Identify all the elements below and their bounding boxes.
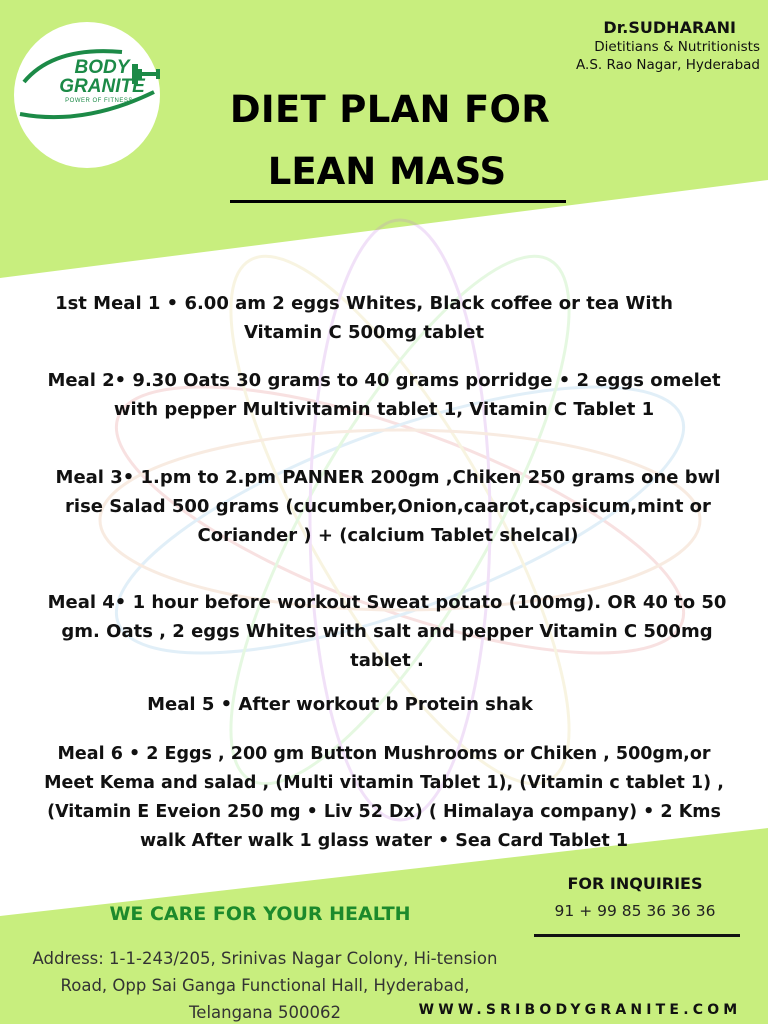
address-line-3: Telangana 500062 [189, 1003, 341, 1022]
meal-5 [60, 690, 620, 719]
meal-4-line-3: tablet . [350, 650, 424, 671]
meal-1-line-2: Vitamin C 500mg tablet [243, 322, 485, 343]
brand-logo [14, 22, 160, 168]
footer-slogan: WE CARE FOR YOUR HEALTH [109, 903, 411, 925]
meal-3-line-2: rise Salad 500 grams (cucumber,Onion,caarot,capsicum,mint or [65, 496, 711, 517]
inquiry-underline [534, 934, 740, 937]
meal-4-line-2: gm. Oats , 2 eggs Whites with salt and pepper Vitamin C 500mg [61, 621, 713, 642]
meal-6-line-4: walk After walk 1 glass water • Sea Card Tablet 1 [139, 831, 629, 851]
inquiry-phone[interactable]: 91 + 99 85 36 36 36 [554, 902, 716, 920]
meal-6-line-3: (Vitamin E Eveion 250 mg • Liv 52 Dx) ( Himalaya company) • 2 Kms [47, 802, 721, 822]
meal-4 [14, 588, 760, 675]
address-line-1: Address: 1-1-243/205, Srinivas Nagar Colony, Hi-tension [32, 949, 498, 968]
meal-2-line-2: with pepper Multivitamin tablet 1, Vitamin C Tablet 1 [113, 399, 655, 420]
logo-line-1: BODY [74, 57, 130, 78]
logo-wordmark [42, 58, 162, 96]
meal-4-line-1: Meal 4• 1 hour before workout Sweat potato (100mg). OR 40 to 50 [47, 592, 727, 613]
meal-6-line-1: Meal 6 • 2 Eggs , 200 gm Button Mushrooms or Chiken , 500gm,or [57, 744, 711, 764]
meal-1-line-1: 1st Meal 1 • 6.00 am 2 eggs Whites, Black coffee or tea With [55, 293, 673, 314]
page-title-line-2: LEAN MASS [267, 150, 507, 193]
meal-6 [6, 740, 762, 856]
meal-3 [18, 463, 758, 550]
logo-line-2: GRANITE [59, 76, 145, 97]
meal-6-line-2: Meet Kema and salad , (Multi vitamin Tablet 1), (Vitamin c tablet 1) , [44, 773, 724, 793]
doctor-name: Dr.SUDHARANI [603, 18, 736, 37]
meal-3-line-3: Coriander ) + (calcium Tablet shelcal) [197, 525, 579, 546]
doctor-role: Dietitians & Nutritionists [594, 39, 760, 55]
page-title-line-1: DIET PLAN FOR [229, 88, 551, 131]
doctor-info [576, 18, 760, 73]
meal-3-line-1: Meal 3• 1.pm to 2.pm PANNER 200gm ,Chiken 250 grams one bwl [55, 467, 721, 488]
website-link[interactable]: WWW.SRIBODYGRANITE.COM [418, 1002, 742, 1018]
meal-2 [14, 366, 754, 424]
meal-1 [14, 289, 714, 347]
address-line-2: Road, Opp Sai Ganga Functional Hall, Hyderabad, [60, 976, 470, 995]
inquiry-title: FOR INQUIRIES [567, 874, 703, 893]
meal-5-line-1: Meal 5 • After workout b Protein shak [147, 694, 533, 715]
meal-2-line-1: Meal 2• 9.30 Oats 30 grams to 40 grams porridge • 2 eggs omelet [47, 370, 721, 391]
logo-tagline: POWER OF FITNESS [65, 98, 133, 104]
title-underline [230, 200, 566, 203]
doctor-location: A.S. Rao Nagar, Hyderabad [576, 57, 760, 73]
